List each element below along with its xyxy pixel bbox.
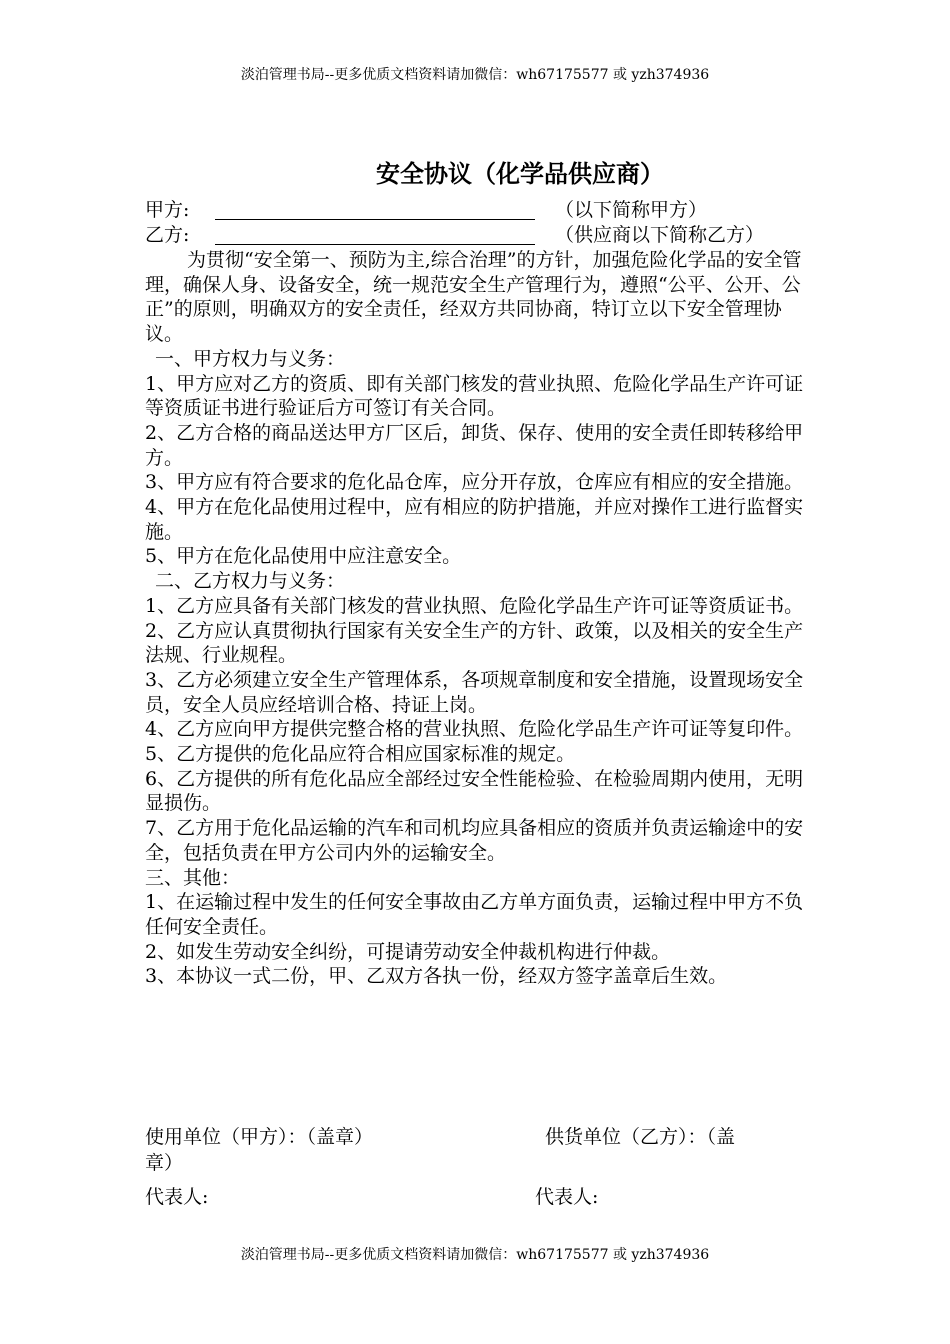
party-a-blank-line [215, 219, 535, 220]
clause: 1、乙方应具备有关部门核发的营业执照、危险化学品生产许可证等资质证书。 [145, 594, 804, 617]
signature-block [145, 1124, 825, 1210]
clause: 1、甲方应对乙方的资质、即有关部门核发的营业执照、危险化学品生产许可证等资质证书进行验证后方可签订有关合同。 [145, 372, 804, 420]
page-footer: 淡泊管理书局--更多优质文档资料请加微信：wh67175577 或 yzh374936 [240, 1247, 710, 1263]
clause: 3、乙方必须建立安全生产管理体系，各项规章制度和安全措施，设置现场安全员，安全人员应经培训合格、持证上岗。 [145, 668, 804, 716]
party-b-blank-line [215, 244, 535, 245]
clause: 2、如发生劳动安全纠纷，可提请劳动安全仲裁机构进行仲裁。 [145, 940, 671, 963]
clause: 7、乙方用于危化品运输的汽车和司机均应具备相应的资质并负责运输途中的安全，包括负责在甲方公司内外的运输安全。 [145, 817, 804, 864]
signature-wrap-row [145, 1150, 825, 1176]
party-a-unit: 使用单位（甲方）：（盖章） [145, 1126, 374, 1148]
party-a-representative: 代表人: [145, 1186, 209, 1208]
clause: 4、乙方应向甲方提供完整合格的营业执照、危险化学品生产许可证等复印件。 [145, 718, 804, 741]
clause: 5、乙方提供的危化品应符合相应国家标准的规定。 [145, 743, 576, 766]
document-title: 安全协议（化学品供应商） [376, 160, 664, 188]
party-a-note: （以下简称甲方） [555, 199, 708, 221]
party-a-label: 甲方: [145, 199, 190, 221]
clause: 5、甲方在危化品使用中应注意安全。 [145, 545, 462, 568]
party-block [145, 198, 825, 248]
party-b-row [145, 223, 825, 248]
clause: 6、乙方提供的所有危化品应全部经过安全性能检验、在检验周期内使用，无明显损伤。 [145, 767, 804, 815]
clause: 2、乙方合格的商品送达甲方厂区后，卸货、保存、使用的安全责任即转移给甲方。 [145, 421, 804, 469]
clause: 3、本协议一式二份，甲、乙双方各执一份，经双方签字盖章后生效。 [145, 965, 728, 988]
clause: 2、乙方应认真贯彻执行国家有关安全生产的方针、政策，以及相关的安全生产法规、行业规程。 [145, 619, 804, 667]
agreement-body [145, 248, 810, 989]
section-heading: 二、乙方权力与义务： [155, 570, 346, 593]
signature-units-row [145, 1124, 825, 1150]
section-heading: 三、其他： [145, 866, 241, 889]
clause: 1、在运输过程中发生的任何安全事故由乙方单方面负责，运输过程中甲方不负任何安全责任。 [145, 891, 804, 938]
clause: 3、甲方应有符合要求的危化品仓库，应分开存放，仓库应有相应的安全措施。 [145, 471, 804, 494]
page-header: 淡泊管理书局--更多优质文档资料请加微信：wh67175577 或 yzh374936 [240, 67, 710, 83]
section-heading: 一、甲方权力与义务： [155, 347, 346, 370]
party-b-unit: 供货单位（乙方）：（盖 [545, 1126, 736, 1148]
representative-row [145, 1184, 825, 1210]
party-a-row [145, 198, 825, 223]
party-b-label: 乙方: [145, 224, 190, 246]
clause: 4、甲方在危化品使用过程中，应有相应的防护措施，并应对操作工进行监督实施。 [145, 496, 804, 543]
party-b-representative: 代表人: [535, 1186, 599, 1208]
party-b-unit-wrap: 章） [145, 1152, 184, 1174]
party-b-note: （供应商以下简称乙方） [555, 224, 765, 246]
intro-paragraph: 为贯彻“安全第一、预防为主,综合治理”的方针，加强危险化学品的安全管理，确保人身、设备安全，统一规范安全生产管理行为，遵照“公平、公开、公正”的原则，明确双方的安全责任，经双方共同协商，特订立以下安全管理协议。 [145, 249, 802, 346]
